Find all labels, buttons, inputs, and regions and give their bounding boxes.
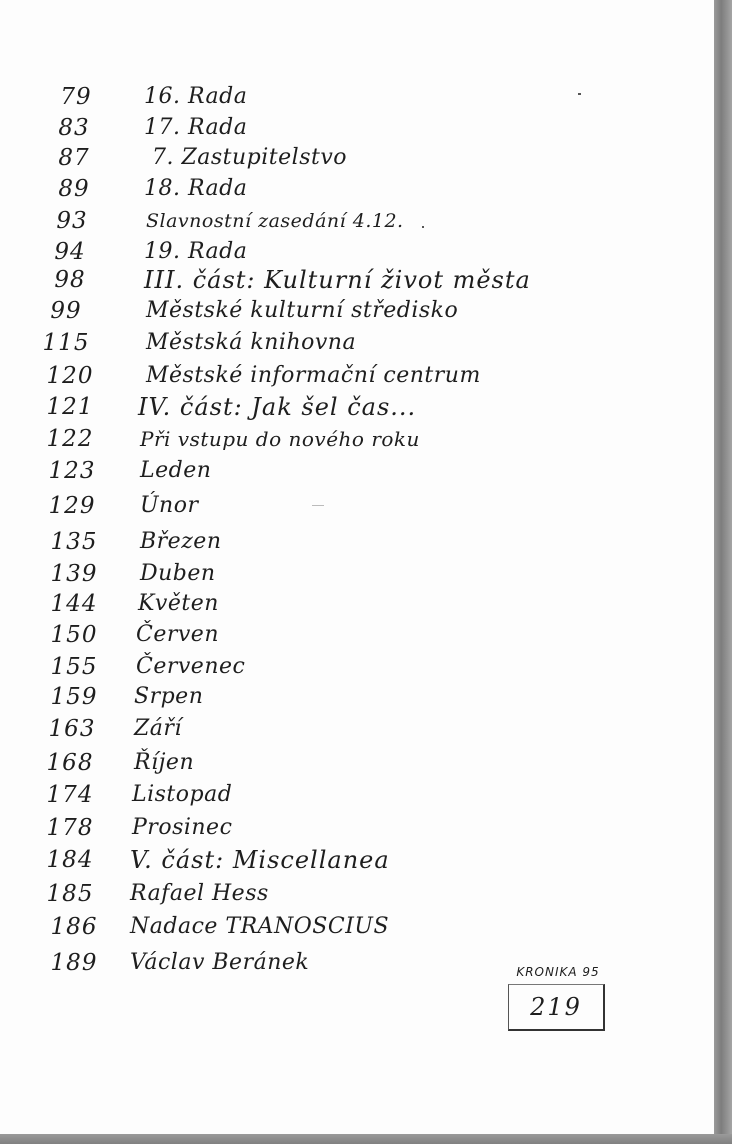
toc-part-heading: III. část: Kulturní život města	[144, 266, 531, 294]
toc-page-number: 139	[50, 561, 98, 587]
toc-page-number: 121	[46, 394, 94, 420]
toc-title: Leden	[140, 458, 212, 483]
toc-row	[0, 113, 600, 143]
toc-page-number: 94	[54, 239, 86, 265]
page-edge-shadow-right	[714, 0, 732, 1144]
toc-row	[0, 237, 600, 267]
toc-row	[0, 424, 600, 454]
scan-speck	[578, 93, 581, 95]
toc-row	[0, 652, 600, 682]
toc-page-number: 93	[56, 208, 88, 234]
toc-row	[0, 879, 600, 909]
toc-row	[0, 456, 600, 486]
stamp-box	[508, 984, 605, 1031]
toc-page-number: 123	[48, 458, 96, 484]
toc-page-number: 87	[58, 145, 90, 171]
toc-page-number: 163	[48, 716, 96, 742]
toc-row	[0, 748, 600, 778]
toc-title: Městská knihovna	[146, 330, 357, 355]
toc-title: 19. Rada	[144, 239, 248, 264]
toc-title: Říjen	[134, 750, 195, 775]
toc-row	[0, 620, 600, 650]
toc-page-number: 150	[50, 622, 98, 648]
toc-part-heading: IV. část: Jak šel čas...	[138, 393, 417, 421]
toc-row	[0, 682, 600, 712]
toc-row	[0, 845, 600, 875]
toc-page-number: 99	[50, 298, 82, 324]
toc-title: Září	[134, 716, 182, 741]
toc-page-number: 174	[46, 782, 94, 808]
toc-title: Městské kulturní středisko	[146, 298, 459, 323]
toc-page-number: 120	[46, 363, 94, 389]
toc-page-number: 122	[46, 426, 94, 452]
toc-title: Nadace TRANOSCIUS	[130, 914, 390, 939]
toc-title: Květen	[138, 591, 219, 616]
toc-title: 17. Rada	[144, 115, 248, 140]
toc-title: Rafael Hess	[130, 881, 269, 906]
toc-row	[0, 82, 600, 112]
toc-page-number: 184	[46, 847, 94, 873]
chronicle-stamp	[506, 964, 610, 1034]
toc-title: Březen	[140, 529, 222, 554]
toc-page-number: 144	[50, 591, 98, 617]
toc-row	[0, 174, 600, 204]
toc-row	[0, 813, 600, 843]
toc-row	[0, 527, 600, 557]
toc-title: Duben	[140, 561, 216, 586]
toc-page-number: 155	[50, 654, 98, 680]
toc-page-number: 89	[58, 176, 90, 202]
toc-page-number: 98	[54, 267, 86, 293]
toc-title: Městské informační centrum	[146, 363, 481, 388]
chronicle-page-number: 219	[530, 993, 582, 1021]
toc-title: Slavnostní zasedání 4.12.	[146, 210, 404, 232]
toc-row	[0, 265, 600, 295]
toc-row	[0, 296, 600, 326]
toc-title: 18. Rada	[144, 176, 248, 201]
toc-title: Listopad	[132, 782, 233, 807]
toc-title: 7. Zastupitelstvo	[152, 145, 348, 170]
toc-row	[0, 392, 600, 422]
toc-page-number: 185	[46, 881, 94, 907]
toc-row	[0, 912, 600, 942]
toc-row	[0, 589, 600, 619]
toc-title: Prosinec	[132, 815, 233, 840]
toc-page-number: 178	[46, 815, 94, 841]
toc-page-number: 79	[60, 84, 92, 110]
toc-row	[0, 143, 600, 173]
toc-title: 16. Rada	[144, 84, 248, 109]
toc-row	[0, 328, 600, 358]
toc-row	[0, 780, 600, 810]
scan-speck	[312, 505, 324, 506]
toc-row	[0, 491, 600, 521]
scan-speck	[422, 226, 424, 228]
toc-page-number: 189	[50, 950, 98, 976]
toc-page-number: 115	[42, 330, 90, 356]
toc-row	[0, 206, 600, 236]
page-edge-shadow-bottom	[0, 1134, 732, 1144]
toc-page-number: 83	[58, 115, 90, 141]
toc-title: Červenec	[136, 654, 246, 679]
toc-page-number: 129	[48, 493, 96, 519]
toc-title: Červen	[136, 622, 219, 647]
toc-row	[0, 361, 600, 391]
toc-page-number: 186	[50, 914, 98, 940]
toc-title: Únor	[140, 493, 199, 518]
toc-row	[0, 714, 600, 744]
toc-row	[0, 559, 600, 589]
toc-title: Při vstupu do nového roku	[140, 427, 420, 451]
toc-page-number: 168	[46, 750, 94, 776]
toc-title: Václav Beránek	[130, 950, 310, 975]
toc-part-heading: V. část: Miscellanea	[130, 846, 390, 874]
toc-page-number: 135	[50, 529, 98, 555]
toc-page-number: 159	[50, 684, 98, 710]
toc-title: Srpen	[134, 684, 204, 709]
stamp-label: KRONIKA 95	[516, 965, 600, 979]
